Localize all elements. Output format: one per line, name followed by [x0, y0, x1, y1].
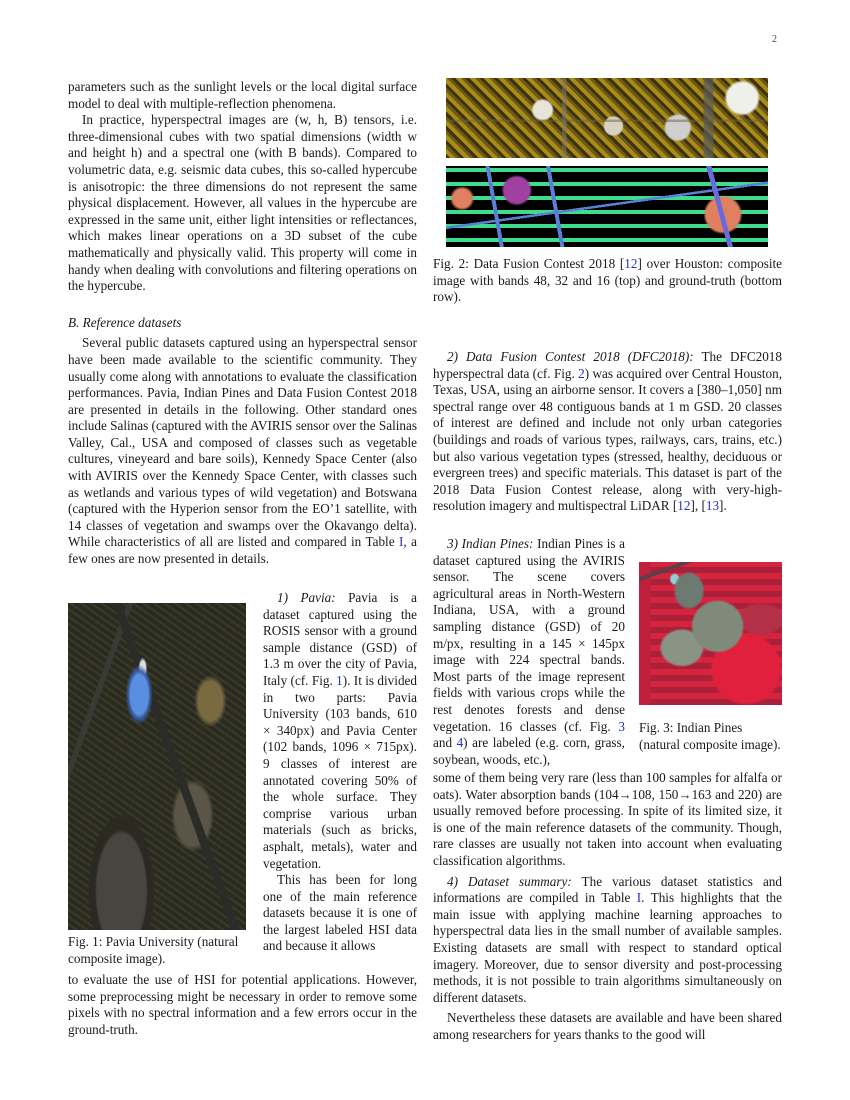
text: ], [ — [690, 498, 706, 514]
text: Fig. 2: Data Fusion Contest 2018 [ — [433, 256, 625, 271]
text: ] over Houston: composite image with bands 48, 32 and 16 (top) and ground-truth (bottom row). — [433, 256, 783, 305]
page-number: 2 — [772, 34, 777, 45]
paragraph-dataset-summary — [433, 874, 782, 1007]
figure-2-caption — [433, 256, 782, 306]
pavia-section-narrow — [263, 590, 417, 955]
figure-3-caption: Fig. 3: Indian Pines (natural composite image). — [639, 720, 781, 752]
paragraph-pavia — [263, 590, 417, 872]
right-column-dfc — [433, 349, 782, 515]
text: Pavia is a dataset captured using the ROSIS sensor with a ground sample distance (GSD) of 1.3 m over the city of Pavia, Italy (cf. Fig. — [263, 590, 418, 688]
table-1-link[interactable]: I — [399, 534, 404, 550]
text: ). It is divided in two parts: Pavia University (103 bands, 610 × 340px) and Pavia Center (102 bands, 1096 × 715px). 9 classes of interest are annotated covering 50% of the whole surface. They comprise various urban materials (such as bricks, asphalt, metals), water and vegetation. — [263, 672, 417, 871]
paragraph-pavia-reference: This has been for long one of the main reference datasets because it is one of the largest labeled HSI data and because it allows — [263, 872, 417, 954]
text: ]. — [719, 498, 727, 514]
left-column-top — [68, 79, 417, 568]
figure-1-link[interactable]: 1 — [336, 672, 343, 688]
pavia-section-wide — [68, 972, 417, 1038]
dfc-heading: 2) Data Fusion Contest 2018 (DFC2018): — [447, 349, 694, 364]
text: The DFC2018 hyperspectral data (cf. Fig. — [433, 349, 782, 381]
right-column-bottom — [433, 770, 782, 1044]
figure-2-link[interactable]: 2 — [578, 365, 585, 381]
dataset-summary-heading: 4) Dataset summary: — [447, 873, 572, 889]
text: and — [433, 735, 457, 751]
citation-12-link[interactable]: 12 — [624, 256, 638, 271]
citation-12-link[interactable]: 12 — [677, 498, 691, 514]
paragraph-pavia-continued: to evaluate the use of HSI for potential applications. However, some preprocessing might be necessary in order to remove some pixels with no spectral information and a few errors occur in the ground-truth. — [68, 972, 417, 1037]
citation-13-link[interactable]: 13 — [705, 498, 720, 514]
paragraph-intro-continued: parameters such as the sunlight levels or the local digital surface model to deal with multiple-reflection phenomena. — [68, 79, 417, 111]
paragraph-datasets — [68, 335, 417, 567]
figure-4-link[interactable]: 4 — [456, 735, 464, 751]
text: , a few ones are now presented in details. — [68, 534, 417, 567]
indian-pines-section-narrow — [433, 536, 625, 768]
text: . This highlights that the main issue with applying machine learning approaches to hyperspectral data lies in the small number of available samples. Existing datasets are small with respect to standard optical imagery. Moreover, due to sensor diversity and post-processing methods, it is not possible to train algorithms simultaneously on different datasets. — [433, 890, 782, 1005]
text: ) was acquired over Central Houston, Texas, USA, using an airborne sensor. It covers a [380–1,050] nm spectral range over 48 contiguous bands at 1 m GSD. 20 classes of interest are defined and include not only urban categories (buildings and roads of various types, railways, cars, trains, etc.) but also various vegetation types (stressed, healthy, deciduous or evergreen trees) and specific materials. This dataset is part of the 2018 Data Fusion Contest release, along with very-high-resolution imagery and multispectral LiDAR [ — [433, 365, 782, 514]
figure-2-houston-composite-image — [446, 78, 768, 158]
paragraph-tensors: In practice, hyperspectral images are (w, h, B) tensors, i.e. three-dimensional cubes with two spatial dimensions (width w and height h) and a spectral one (with B bands). Compared to volumetric data, e.g. seismic data cubes, this so-called hypercube is anisotropic: the three dimensions do not represent the same physical displacement. However, all values in the hypercube are expressed in the same unit, either light intensities or reflectances, which makes linear operations on a 3D subset of the cube mathematically and physically valid. This property will come in handy when dealing with convolutions and filtering operations on the hypercube. — [68, 112, 417, 294]
indian-pines-heading: 3) Indian Pines: — [447, 536, 534, 551]
text: ) are labeled (e.g. corn, grass, soybean, woods, etc.), — [433, 735, 625, 767]
paragraph-dfc2018 — [433, 349, 782, 515]
table-1-link[interactable]: I — [636, 890, 642, 906]
paragraph-nevertheless: Nevertheless these datasets are available and have been shared among researchers for years thanks to the good will — [433, 1010, 782, 1042]
figure-1-pavia-image — [68, 603, 246, 930]
text: The various dataset statistics and informations are compiled in Table — [433, 873, 782, 906]
text: Indian Pines is a dataset captured using the AVIRIS sensor. The scene covers agricultural areas in North-Western Indiana, USA, with a ground sampling distance (GSD) of 20 m/px, resulting in a 145 × 145px image with 224 spectral bands. Most parts of the image represent fields with various crops while the rest denotes forests and dense vegetation. 16 classes (cf. Fig. — [433, 536, 625, 734]
figure-2-houston-ground-truth-image — [446, 166, 768, 247]
pavia-heading: 1) Pavia: — [277, 590, 336, 605]
paragraph-indian-pines-continued: some of them being very rare (less than 100 samples for alfalfa or oats). Water absorption bands (104→108, 150→163 and 220) are usually removed before processing. In spite of its limited size, it is one of the main reference datasets of the community. Though, rare classes are usually not taken into account when evaluating classification algorithms. — [433, 770, 782, 868]
figure-3-indian-pines-image — [639, 562, 782, 705]
section-heading-reference-datasets: B. Reference datasets — [68, 314, 182, 330]
figure-3-link[interactable]: 3 — [618, 718, 625, 734]
text: Several public datasets captured using an hyperspectral sensor have been made available to the scientific community. They usually come along with annotations to evaluate the classification performances. Pavia, Indian Pines and Data Fusion Contest 2018 are presented in details in the following. Other standard ones include Salinas (captured with the AVIRIS sensor over the Salinas Valley, Cal., USA and composed of classes such as vegetable cultures, vineyeard and bare soils), Kennedy Space Center (also with AVIRIS over the Kennedy Space Center, with classes such as wetlands and various types of wild vegetation) and Botswana (captured with the Hyperion sensor from the EO’1 satellite, with 14 classes of vegetation and swamps over the Okavango delta). While characteristics of all are listed and compared in Table — [68, 335, 417, 550]
figure-1-caption: Fig. 1: Pavia University (natural composite image). — [68, 934, 239, 966]
paragraph-indian-pines — [433, 536, 625, 768]
